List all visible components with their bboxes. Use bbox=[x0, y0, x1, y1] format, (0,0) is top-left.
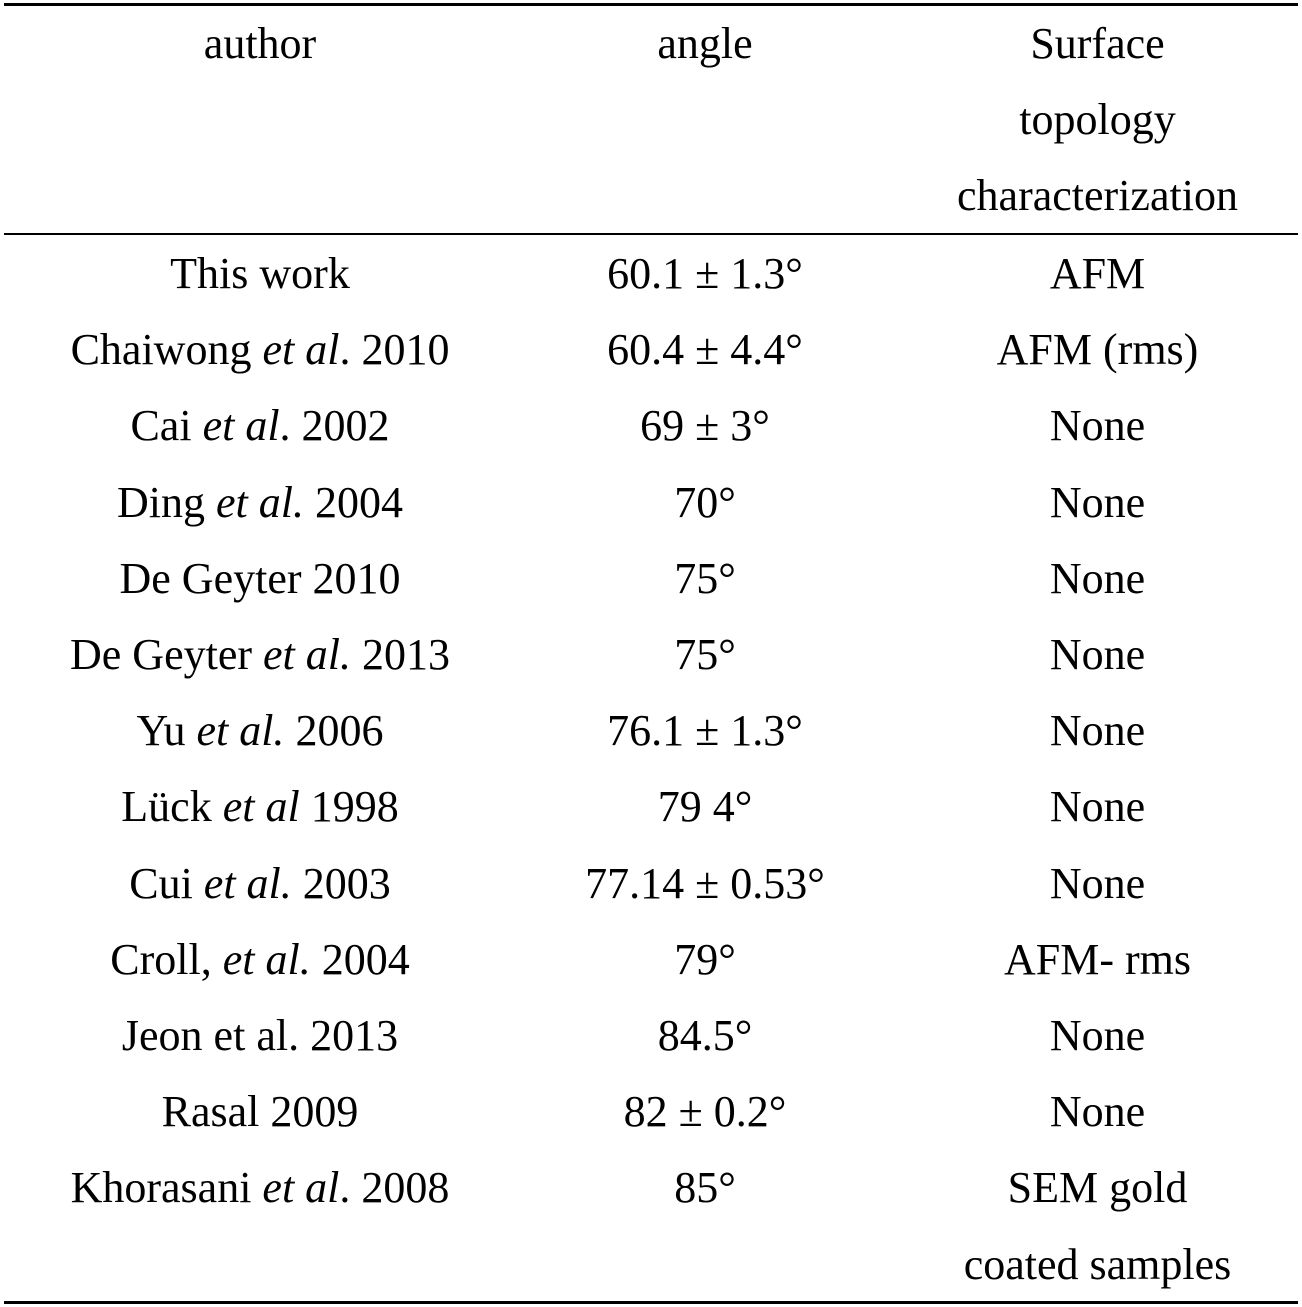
table-cell-surface: None bbox=[1049, 706, 1146, 756]
author-text: Rasal 2009 bbox=[161, 1087, 359, 1137]
author-year: 2004 bbox=[303, 477, 403, 527]
table-cell-angle: 79° bbox=[674, 934, 736, 984]
author-year: . 2008 bbox=[339, 1163, 450, 1213]
author-year: 2013 bbox=[351, 630, 450, 679]
author-year: . 2002 bbox=[279, 401, 390, 451]
author-text: Cui bbox=[129, 858, 204, 908]
author-year: . 2010 bbox=[339, 325, 450, 375]
table-cell-author bbox=[20, 1150, 500, 1226]
author-text: Jeon et al. 2013 bbox=[121, 1011, 399, 1060]
author-etal: et al bbox=[262, 1163, 340, 1213]
table-cell-author bbox=[20, 998, 500, 1074]
table-cell-author bbox=[20, 693, 500, 769]
author-etal: et al. bbox=[263, 630, 351, 679]
author-text: De Geyter 2010 bbox=[119, 553, 401, 603]
table-cell-surface: None bbox=[1049, 401, 1146, 451]
table-cell-author bbox=[20, 541, 500, 617]
author-text: Croll, bbox=[110, 934, 223, 984]
table-cell-author bbox=[20, 388, 500, 464]
author-year: 2006 bbox=[284, 706, 384, 756]
table-cell-surface: None bbox=[1049, 1087, 1146, 1137]
table-cell-angle: 60.1 ± 1.3° bbox=[607, 249, 803, 298]
table-cell-angle: 82 ± 0.2° bbox=[623, 1087, 787, 1137]
header-author: author bbox=[203, 19, 317, 68]
table-cell-angle: 79 4° bbox=[657, 782, 753, 832]
author-etal: et al bbox=[222, 782, 300, 832]
author-text: Lück bbox=[121, 782, 223, 832]
table-cell-surface: AFM bbox=[1049, 249, 1146, 298]
author-text: Yu bbox=[136, 706, 197, 756]
table-cell-surface: None bbox=[1049, 782, 1146, 832]
table-cell-angle: 84.5° bbox=[657, 1011, 753, 1060]
table-cell-author bbox=[20, 465, 500, 541]
author-text: This work bbox=[170, 249, 350, 298]
table-cell-surface: AFM- rms bbox=[1003, 934, 1192, 984]
table-cell-author bbox=[20, 922, 500, 998]
table-cell-angle: 76.1 ± 1.3° bbox=[607, 706, 803, 756]
table-cell-surface: None bbox=[1049, 1011, 1146, 1060]
header-surface-line: characterization bbox=[957, 171, 1238, 220]
table-cell-author bbox=[20, 846, 500, 922]
author-text: De Geyter bbox=[70, 630, 264, 679]
header-surface-line: Surface bbox=[1030, 19, 1165, 68]
author-year: 2003 bbox=[291, 858, 391, 908]
author-etal: et al. bbox=[196, 706, 285, 756]
table-cell-surface: None bbox=[1049, 630, 1146, 679]
author-etal: et al. bbox=[222, 934, 311, 984]
table-cell-angle: 69 ± 3° bbox=[640, 401, 770, 451]
table-cell-angle: 85° bbox=[674, 1163, 736, 1213]
author-year: 2004 bbox=[310, 934, 410, 984]
table-cell-surface: None bbox=[1049, 477, 1146, 527]
table-cell-author bbox=[20, 769, 500, 845]
table-cell-angle: 75° bbox=[674, 630, 736, 679]
table-cell-angle: 77.14 ± 0.53° bbox=[585, 858, 825, 908]
author-year: 1998 bbox=[299, 782, 399, 832]
header-surface-line: topology bbox=[1019, 95, 1176, 144]
author-etal: et al bbox=[202, 401, 280, 451]
author-etal: et al. bbox=[216, 477, 304, 527]
table-cell-angle: 75° bbox=[674, 553, 736, 603]
author-text: Chaiwong bbox=[70, 325, 263, 375]
table-cell-surface: coated samples bbox=[963, 1239, 1232, 1289]
author-text: Ding bbox=[117, 477, 216, 527]
table-cell-surface: SEM gold bbox=[1007, 1163, 1188, 1213]
table-cell-angle: 60.4 ± 4.4° bbox=[607, 325, 803, 375]
table-cell-author bbox=[20, 312, 500, 388]
table-cell-author bbox=[20, 617, 500, 693]
author-text: Cai bbox=[130, 401, 203, 451]
header-angle: angle bbox=[657, 19, 753, 68]
table-cell-surface: None bbox=[1049, 858, 1146, 908]
author-etal: et al. bbox=[203, 858, 292, 908]
header-surface bbox=[900, 6, 1295, 234]
author-etal: et al bbox=[262, 325, 340, 375]
table-cell-author bbox=[20, 236, 500, 312]
author-text: Khorasani bbox=[70, 1163, 263, 1213]
table-cell-author bbox=[20, 1074, 500, 1150]
table-cell-surface: AFM (rms) bbox=[996, 325, 1199, 375]
table-cell-surface: None bbox=[1049, 553, 1146, 603]
table-cell-angle: 70° bbox=[674, 477, 736, 527]
